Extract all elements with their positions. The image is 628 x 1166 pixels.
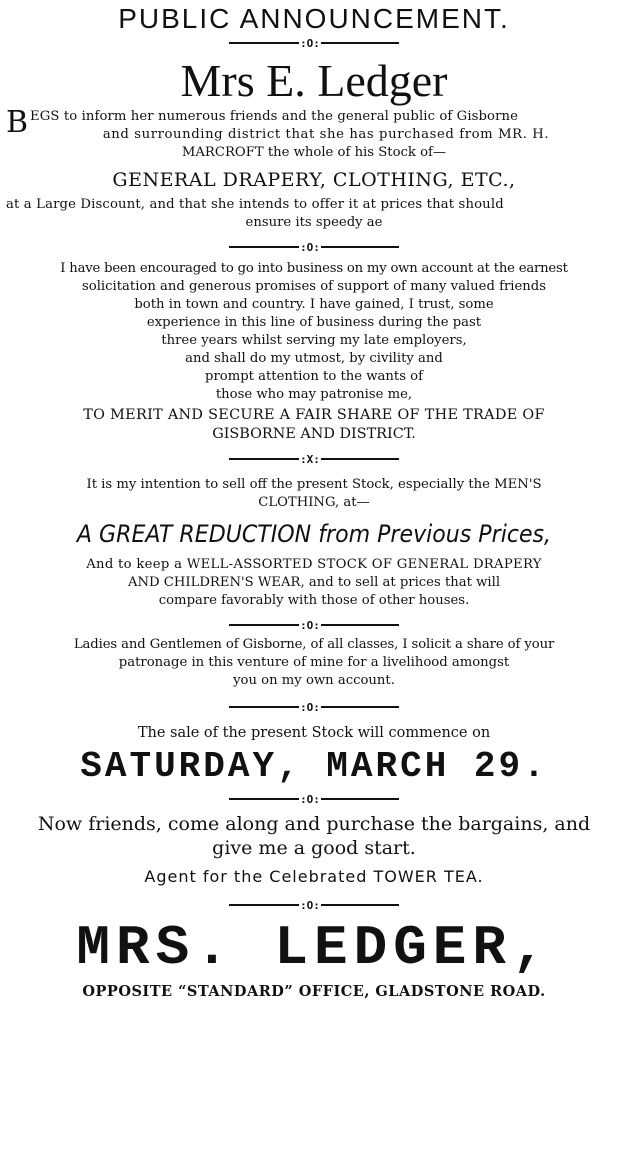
footer-address: OPPOSITE “STANDARD” OFFICE, GLADSTONE ROAD. (82, 983, 546, 1000)
footer-name: MRS. LEDGER, (76, 916, 552, 980)
keep-line: AND CHILDREN'S WEAR, and to sell at prices that will (127, 575, 501, 590)
encouraged-line: those who may patronise me, (215, 387, 413, 402)
encouraged-line: three years whilst serving my late employers, (161, 333, 467, 348)
discount-paragraph (6, 196, 622, 232)
encouraged-line: both in town and country. I have gained, I trust, some (134, 297, 494, 312)
separator: :O: (6, 616, 622, 634)
friends-line: Now friends, come along and purchase the bargains, and (37, 813, 591, 835)
merit-line: TO MERIT AND SECURE A FAIR SHARE OF THE TRADE OF (83, 407, 545, 423)
encouraged-paragraph (6, 260, 622, 404)
ladies-line: Ladies and Gentlemen of Gisborne, of all classes, I solicit a share of your (73, 637, 555, 652)
drop-cap: B (6, 105, 29, 140)
intention-line: It is my intention to sell off the present Stock, especially the MEN'S (86, 477, 542, 492)
keep-paragraph (6, 556, 622, 610)
encouraged-line: experience in this line of business during the past (146, 315, 482, 330)
ladies-paragraph (6, 636, 622, 690)
separator: :X: (6, 450, 622, 468)
agent-line: Agent for the Celebrated TOWER TEA. (144, 867, 484, 886)
intro-line: MARCROFT the whole of his Stock of— (181, 145, 447, 160)
ladies-line: you on my own account. (233, 673, 395, 688)
friends-paragraph (6, 812, 622, 860)
merit-paragraph (6, 406, 622, 444)
friends-line: give me a good start. (212, 837, 416, 859)
intro-line: EGS to inform her numerous friends and the general public of Gisborne (30, 109, 518, 124)
intro-paragraph (6, 105, 622, 162)
encouraged-line: solicitation and generous promises of support of many valued friends (82, 279, 546, 294)
intention-line: CLOTHING, at— (258, 495, 370, 510)
separator: :O: (6, 790, 622, 808)
ladies-line: patronage in this venture of mine for a livelihood amongst (118, 655, 510, 670)
discount-line: ensure its speedy ae (245, 215, 383, 230)
separator: :O: (6, 238, 622, 256)
encouraged-line: I have been encouraged to go into business on my own account at the earnest (60, 261, 568, 276)
keep-line: compare favorably with those of other houses. (158, 593, 470, 608)
separator: :O: (6, 698, 622, 716)
separator: :O: (6, 34, 622, 52)
announcement-title: PUBLIC ANNOUNCEMENT. (118, 3, 510, 34)
advertiser-name: Mrs E. Ledger (180, 55, 448, 106)
intro-line: and surrounding district that she has purchased from MR. H. (102, 127, 550, 142)
discount-line: at a Large Discount, and that she intends to offer it at prices that should (6, 197, 504, 212)
sale-date: SATURDAY, MARCH 29. (80, 746, 548, 787)
keep-line: And to keep a WELL-ASSORTED STOCK OF GENERAL DRAPERY (86, 557, 542, 572)
sale-line: The sale of the present Stock will commence on (137, 725, 491, 741)
merit-line: GISBORNE AND DISTRICT. (212, 426, 416, 442)
reduction-headline: A GREAT REDUCTION from Previous Prices, (76, 520, 552, 548)
encouraged-line: and shall do my utmost, by civility and (185, 351, 443, 366)
advertisement-page (0, 4, 628, 1166)
encouraged-line: prompt attention to the wants of (205, 369, 423, 384)
intention-paragraph (6, 476, 622, 512)
separator: :O: (6, 896, 622, 914)
stock-heading: GENERAL DRAPERY, CLOTHING, ETC., (112, 169, 516, 191)
